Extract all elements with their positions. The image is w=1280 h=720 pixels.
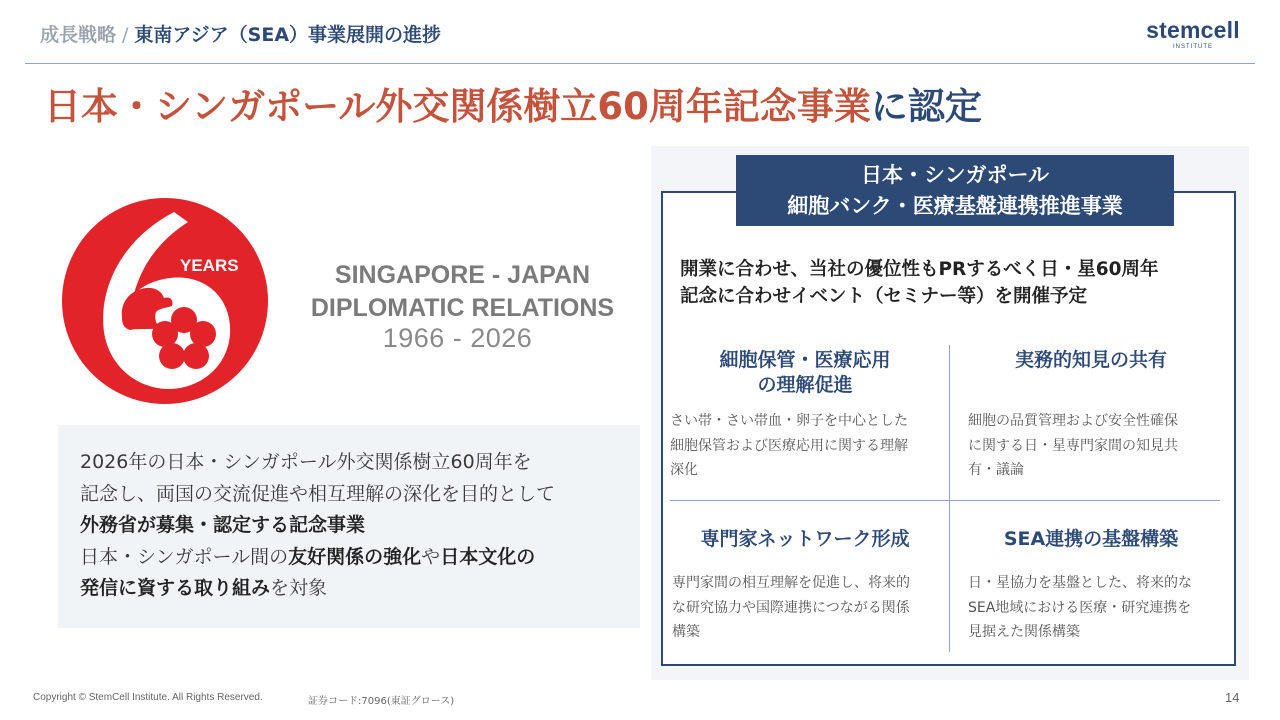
cell-title-line: 専門家ネットワーク形成 bbox=[700, 528, 910, 550]
emblem-years-text: YEARS bbox=[180, 256, 239, 275]
cell-title bbox=[962, 348, 1220, 373]
cell-text bbox=[968, 571, 1192, 645]
header-divider bbox=[25, 63, 1255, 64]
emblem-period: 1966 - 2026 bbox=[382, 323, 533, 353]
footer-stock-code: 証券コード:7096(東証グロース) bbox=[308, 696, 455, 707]
logo-subtitle: INSTITUTE bbox=[1173, 44, 1213, 50]
breadcrumb bbox=[40, 20, 441, 47]
anniversary-emblem bbox=[62, 198, 268, 404]
cell-text-line: 構築 bbox=[672, 624, 700, 640]
emblem-name-line1: SINGAPORE - JAPAN bbox=[334, 261, 591, 289]
cell-text-line: 有・議論 bbox=[968, 462, 1024, 478]
description-line: 記念し、両国の交流促進や相互理解の深化を目的として bbox=[80, 482, 556, 505]
cell-title-line: SEA連携の基盤構築 bbox=[1003, 528, 1179, 550]
cell-text bbox=[670, 409, 908, 483]
description-line bbox=[80, 573, 630, 605]
description-text-part: を対象 bbox=[270, 577, 328, 599]
project-lead-line: 記念に合わせイベント（セミナー等）を開催予定 bbox=[680, 286, 1088, 307]
grid-horizontal-divider bbox=[670, 500, 1220, 501]
cell-text-line: さい帯・さい帯血・卵子を中心とした bbox=[670, 413, 908, 429]
cell-title bbox=[670, 348, 940, 398]
company-logo bbox=[1138, 18, 1248, 51]
project-title-banner bbox=[736, 155, 1174, 226]
cell-title-line: 実務的知見の共有 bbox=[1014, 349, 1167, 371]
description-emphasis: 発信に資する取り組み bbox=[80, 577, 271, 599]
cell-text-line: な研究協力や国際連携につながる関係 bbox=[672, 599, 910, 616]
description-emphasis: 友好関係の強化 bbox=[288, 545, 422, 568]
cell-title bbox=[670, 527, 940, 552]
description-emphasis: 外務省が募集・認定する記念事業 bbox=[80, 514, 366, 536]
emblem-name bbox=[290, 259, 635, 325]
cell-text bbox=[672, 571, 910, 645]
breadcrumb-separator: / bbox=[122, 24, 129, 46]
description-line bbox=[80, 542, 630, 574]
project-title-line1: 日本・シンガポール bbox=[860, 163, 1050, 187]
description-text-part: 日本・シンガポール間の bbox=[80, 545, 289, 568]
cell-text-line: 見据えた関係構築 bbox=[968, 624, 1080, 640]
page-title bbox=[44, 80, 982, 134]
logo-wordmark: stemcell bbox=[1146, 17, 1240, 43]
breadcrumb-current: 東南アジア（SEA）事業展開の進捗 bbox=[134, 24, 442, 46]
description-text bbox=[80, 447, 630, 605]
project-lead-line: 開業に合わせ、当社の優位性もPRするべく日・星60周年 bbox=[680, 259, 1159, 280]
cell-text-line: 細胞保管および医療応用に関する理解 bbox=[670, 437, 908, 454]
cell-text-line: 深化 bbox=[670, 462, 698, 478]
project-lead bbox=[680, 256, 1235, 310]
cell-text-line: 細胞の品質管理および安全性確保 bbox=[968, 413, 1178, 429]
description-line: 2026年の日本・シンガポール外交関係樹立60周年を bbox=[80, 451, 532, 473]
description-emphasis: 日本文化の bbox=[440, 545, 536, 568]
breadcrumb-parent: 成長戦略 bbox=[40, 24, 117, 46]
emblem-name-line2: DIPLOMATIC RELATIONS bbox=[310, 294, 615, 322]
description-line bbox=[80, 510, 630, 542]
project-title-line2: 細胞バンク・医療基盤連携推進事業 bbox=[787, 194, 1123, 218]
page-number: 14 bbox=[1225, 690, 1240, 705]
cell-text bbox=[968, 409, 1178, 483]
description-text-part: や bbox=[421, 545, 441, 568]
cell-title-line: の理解促進 bbox=[757, 374, 853, 396]
cell-text-line: に関する日・星専門家間の知見共 bbox=[968, 437, 1178, 454]
cell-title bbox=[962, 527, 1220, 552]
page-title-emphasis: 日本・シンガポール外交関係樹立60周年記念事業 bbox=[44, 85, 871, 128]
footer-copyright: Copyright © StemCell Institute. All Rights Reserved. bbox=[33, 692, 263, 703]
cell-text-line: SEA地域における医療・研究連携を bbox=[968, 599, 1192, 616]
cell-text-line: 専門家間の相互理解を促進し、将来的 bbox=[672, 575, 910, 591]
cell-text-line: 日・星協力を基盤とした、将来的な bbox=[968, 575, 1192, 591]
cell-title-line: 細胞保管・医療応用 bbox=[719, 349, 891, 371]
page-title-suffix: に認定 bbox=[870, 85, 982, 128]
grid-vertical-divider bbox=[949, 345, 950, 652]
